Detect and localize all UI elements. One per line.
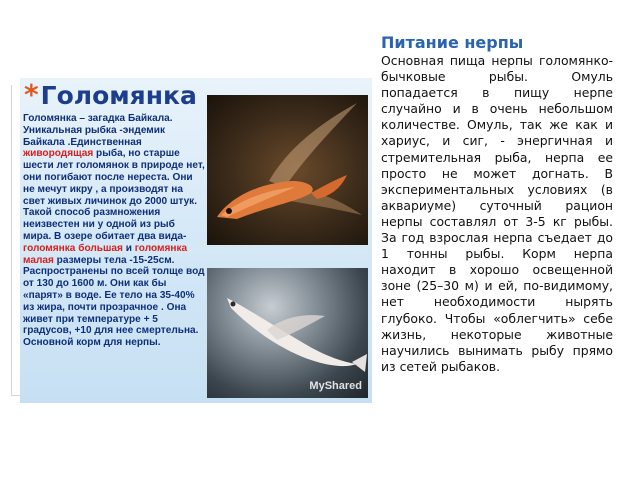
watermark: MyShared: [309, 380, 362, 392]
frame-left-line: [11, 85, 12, 395]
slide-text-part: размеры тела -15-25см. Распространены по всей толще вод от 130 до 1600 м. Они как бы «парят» в воде. Ее тело на 35-40% из жира, почти прозрачное . Она живет при температуре + 5 градусов, +10 для нее смертельна. Основной корм для нерпы.: [23, 254, 205, 349]
slide-text-highlight: голомянка большая: [23, 242, 123, 254]
slide-text-highlight: голомянка малая: [23, 242, 188, 266]
slide-description: [23, 113, 205, 349]
slide-title: [24, 78, 197, 111]
slide-text-part: Голомянка – загадка Байкала. Уникальная рыбка -эндемик Байкала .Единственная: [23, 113, 173, 148]
article-title: Питание нерпы: [381, 33, 524, 52]
slide-text-part: рыба, но старше шести лет голомянок в природе нет, они погибают после нереста. Они не мечут икру , а производят на свет живых личинок до 2000 штук. Такой способ размножения неизвестен ни у одной из рыб мира. В озере обитает два вида-: [23, 148, 205, 242]
fish-photo-bottom: [207, 268, 368, 398]
slide-title-text: Голомянка: [40, 81, 197, 110]
bullet-star-icon: *: [24, 78, 39, 111]
golomyanka-fish-icon: [207, 95, 368, 245]
slide-text-highlight: живородящая: [23, 148, 94, 160]
golomyanka-slide-image: [20, 78, 372, 403]
slide-text-part: и: [122, 242, 135, 254]
white-fish-icon: [207, 268, 368, 398]
article-body: Основная пища нерпы голомянко-бычковые рыбы. Омуль попадается в пищу нерпе случайно и в очень небольшом количестве. Омуль, так же как и хариус, и сиг, - энергичная и стремительная рыба, нерпа ее просто не может догнать. В экспериментальных условиях (в аквариуме) суточный рацион нерпы составлял от 3-5 кг рыбы. За год взрослая нерпа съедает до 1 тонны рыбы. Корм нерпа находит в хорошо освещенной зоне (25–30 м) и ей, по-видимому, нет необходимости нырять глубоко. Чтобы «облегчить» себе жизнь, некоторые животные научились вынимать рыбу прямо из сетей рыбаков.: [381, 53, 613, 374]
fish-photo-top: [207, 95, 368, 245]
